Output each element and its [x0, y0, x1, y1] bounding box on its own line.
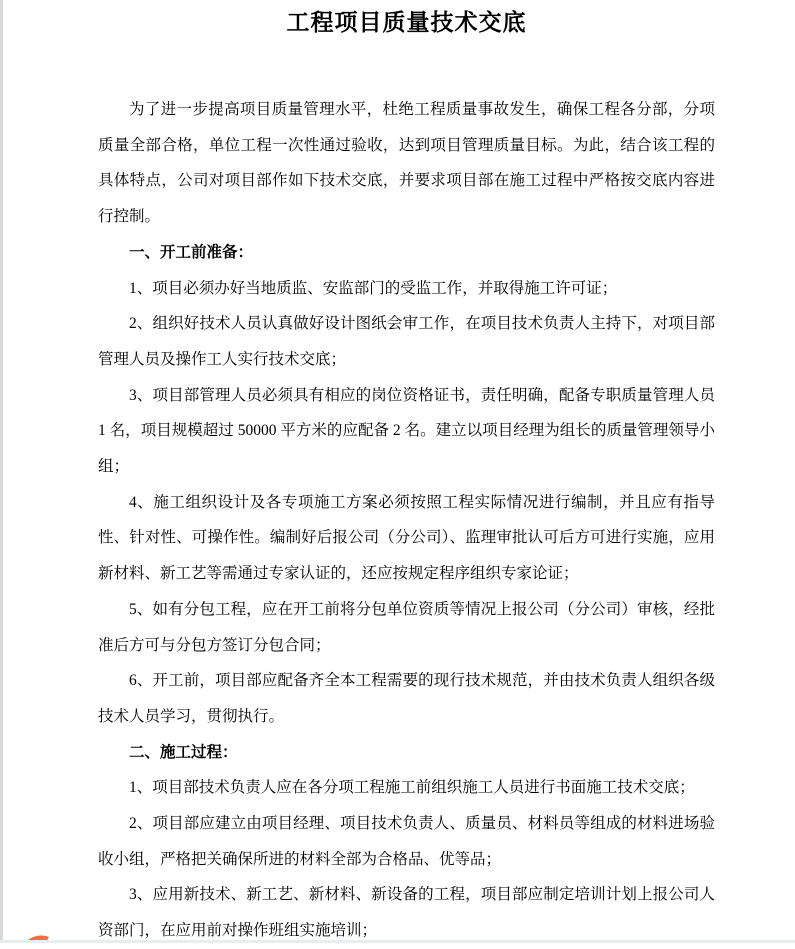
document-body [98, 92, 715, 949]
list-item: 6、开工前，项目部应配备齐全本工程需要的现行技术规范，并由技术负责人组织各级技术人员学习，贯彻执行。 [98, 672, 715, 725]
section-heading-2: 二、施工过程： [129, 743, 238, 761]
page-title: 工程项目质量技术交底 [286, 10, 527, 35]
page-left-edge [0, 0, 3, 943]
list-item: 1、项目部技术负责人应在各分项工程施工前组织施工人员进行书面施工技术交底； [129, 779, 695, 797]
list-item: 3、应用新技术、新工艺、新材料、新设备的工程，项目部应制定培训计划上报公司人资部门，在应用前对操作班组实施培训； [98, 886, 715, 940]
list-item: 5、如有分包工程，应在开工前将分包单位资质等情况上报公司（分公司）审核，经批准后方可与分包方签订分包合同； [98, 600, 715, 654]
section-heading-1: 一、开工前准备： [129, 243, 254, 261]
paragraph-intro: 为了进一步提高项目质量管理水平，杜绝工程质量事故发生，确保工程各分部，分项质量全部合格，单位工程一次性通过验收，达到项目管理质量目标。为此，结合该工程的具体特点，公司对项目部作如下技术交底，并要求项目部在施工过程中严格按交底内容进行控制。 [98, 101, 715, 226]
list-item: 2、组织好技术人员认真做好设计图纸会审工作，在项目技术负责人主持下，对项目部管理人员及操作工人实行技术交底； [98, 315, 715, 368]
list-item: 3、项目部管理人员必须具有相应的岗位资格证书，责任明确，配备专职质量管理人员 1 名，项目规模超过 50000 平方米的应配备 2 名。建立以项目经理为组长的质量管理领导小组； [98, 386, 715, 476]
list-item: 2、项目部应建立由项目经理、项目技术负责人、质量员、材料员等组成的材料进场验收小组，严格把关确保所进的材料全部为合格品、优等品； [98, 815, 715, 868]
list-item: 4、施工组织设计及各专项施工方案必须按照工程实际情况进行编制，并且应有指导性、针对性、可操作性。编制好后报公司（分公司）、监理审批认可后方可进行实施，应用新材料、新工艺等需通过专家认证的，还应按规定程序组织专家论证； [98, 493, 715, 583]
list-item: 1、项目必须办好当地质监、安监部门的受监工作，并取得施工许可证； [129, 279, 618, 297]
document-content [98, 0, 715, 949]
